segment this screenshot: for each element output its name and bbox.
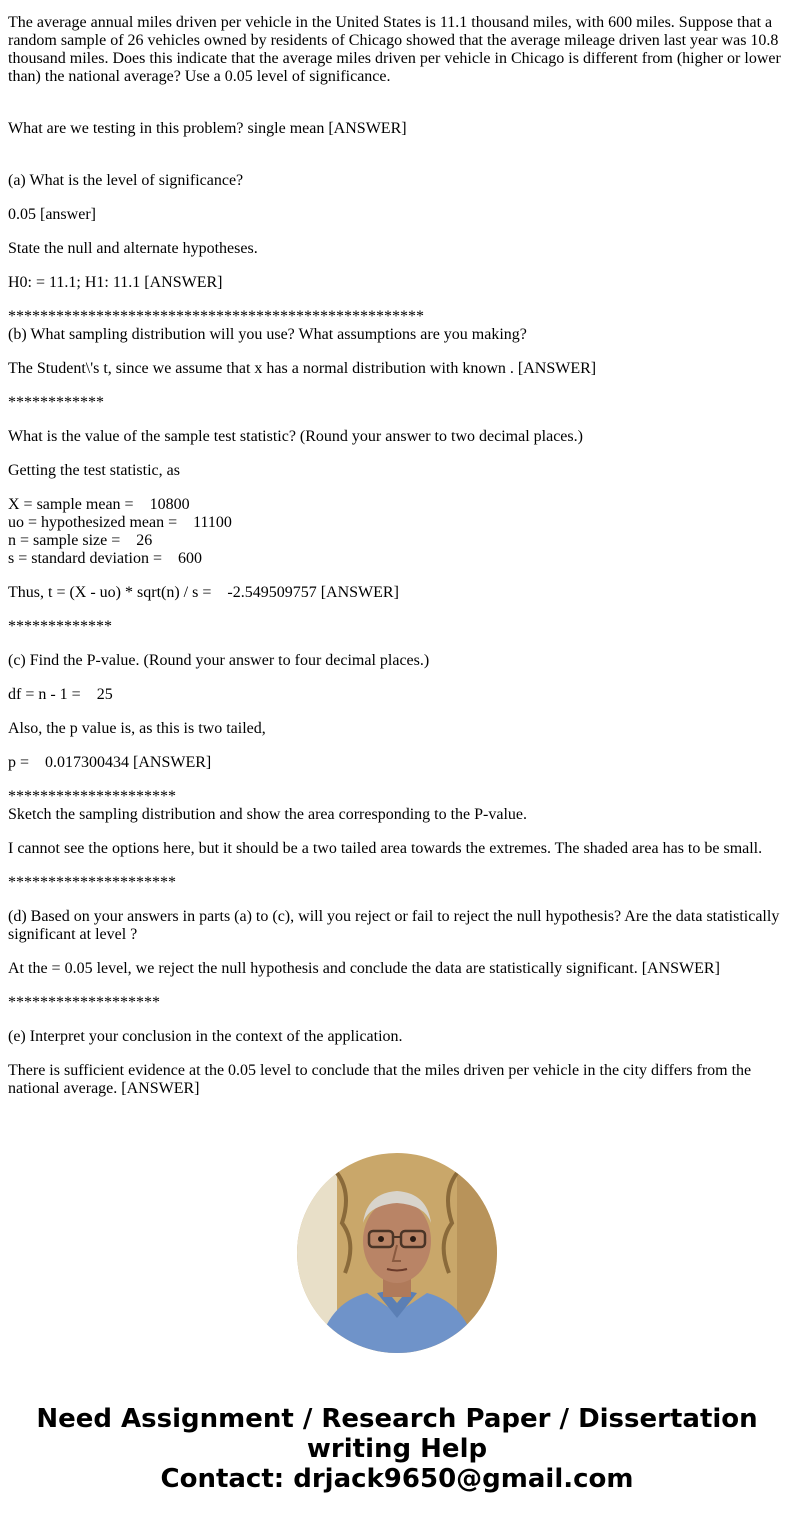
separator: ************* bbox=[8, 618, 112, 635]
part-a-question: (a) What is the level of significance? bbox=[8, 172, 244, 189]
answer-document bbox=[8, 14, 786, 1098]
part-c-question: (c) Find the P-value. (Round your answer to four decimal places.) bbox=[8, 652, 430, 669]
given-line-sample-size: n = sample size = 26 bbox=[8, 532, 153, 549]
banner-contact-email: Contact: drjack9650@gmail.com bbox=[160, 1464, 634, 1494]
p-value-result: p = 0.017300434 [ANSWER] bbox=[8, 754, 212, 771]
sketch-answer: I cannot see the options here, but it should be a two tailed area towards the extremes. The shaded area has to be small. bbox=[8, 840, 763, 857]
test-statistic-result: Thus, t = (X - uo) * sqrt(n) / s = -2.549509757 [ANSWER] bbox=[8, 584, 399, 601]
given-line-sample-mean: X = sample mean = 10800 bbox=[8, 496, 190, 513]
part-e-question: (e) Interpret your conclusion in the context of the application. bbox=[8, 1028, 403, 1045]
separator: ********************* bbox=[8, 788, 176, 805]
given-line-standard-deviation: s = standard deviation = 600 bbox=[8, 550, 203, 567]
part-d-answer: At the = 0.05 level, we reject the null hypothesis and conclude the data are statistically significant. [ANSWER] bbox=[8, 960, 720, 977]
part-d-question: (d) Based on your answers in parts (a) to (c), will you reject or fail to reject the null hypothesis? Are the data statistically significant at level ? bbox=[8, 908, 784, 943]
banner-line-1: Need Assignment / Research Paper / Dissertation bbox=[36, 1404, 758, 1434]
part-b-question: (b) What sampling distribution will you use? What assumptions are you making? bbox=[8, 326, 527, 343]
separator: ******************* bbox=[8, 994, 160, 1011]
author-photo bbox=[297, 1153, 497, 1353]
testing-question: What are we testing in this problem? single mean [ANSWER] bbox=[8, 120, 407, 137]
separator: ************ bbox=[8, 394, 104, 411]
contact-banner bbox=[0, 1404, 794, 1494]
given-line-hypothesized-mean: uo = hypothesized mean = 11100 bbox=[8, 514, 232, 531]
problem-statement: The average annual miles driven per vehicle in the United States is 11.1 thousand miles, with 600 miles. Suppose that a random sample of 26 vehicles owned by residents of Chicago showed that the average mileage driven last year was 10.8 thousand miles. Does this indicate that the average miles driven per vehicle in Chicago is different from (higher or lower than) the national average? Use a 0.05 level of significance. bbox=[8, 14, 785, 85]
separator: ********************* bbox=[8, 874, 176, 891]
degrees-of-freedom: df = n - 1 = 25 bbox=[8, 686, 113, 703]
test-statistic-intro: Getting the test statistic, as bbox=[8, 462, 180, 479]
part-e-answer: There is sufficient evidence at the 0.05 level to conclude that the miles driven per vehicle in the city differs from the national average. [ANSWER] bbox=[8, 1062, 756, 1097]
separator: **************************************************** bbox=[8, 308, 424, 325]
given-values bbox=[8, 496, 786, 568]
test-statistic-question: What is the value of the sample test statistic? (Round your answer to two decimal places.) bbox=[8, 428, 583, 445]
banner-line-2: writing Help bbox=[306, 1434, 488, 1464]
hypotheses-answer: H0: = 11.1; H1: 11.1 [ANSWER] bbox=[8, 274, 223, 291]
p-value-intro: Also, the p value is, as this is two tailed, bbox=[8, 720, 266, 737]
sketch-question: Sketch the sampling distribution and show the area corresponding to the P-value. bbox=[8, 806, 527, 823]
part-a-answer: 0.05 [answer] bbox=[8, 206, 96, 223]
part-b-answer: The Student\'s t, since we assume that x has a normal distribution with known . [ANSWER] bbox=[8, 360, 597, 377]
author-avatar bbox=[297, 1153, 497, 1353]
hypotheses-question: State the null and alternate hypotheses. bbox=[8, 240, 258, 257]
